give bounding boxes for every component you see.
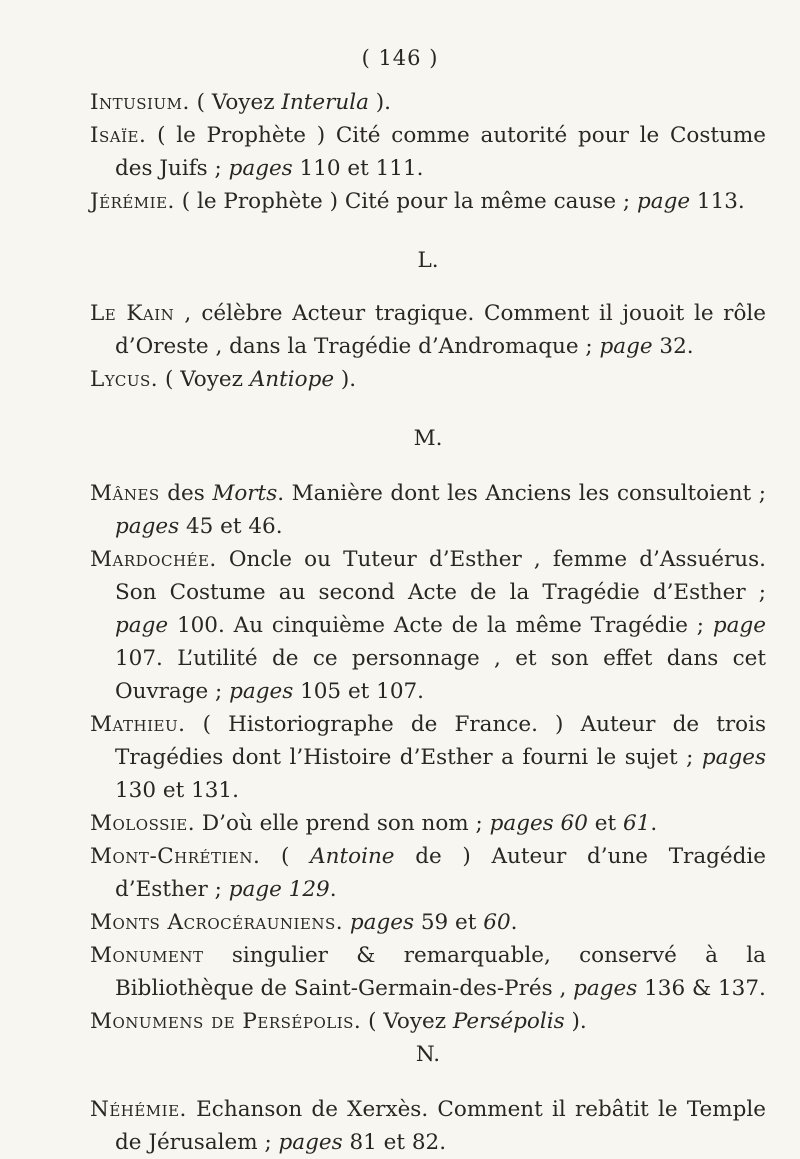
entry-text: ( Historiographe de France. ) Auteur de trois Tragédies dont l’Histoire d’Esther a fourni le sujet ; xyxy=(115,712,766,770)
entry-italic-text: 60 xyxy=(483,910,511,935)
section-letter: M. xyxy=(413,426,443,451)
entry-headword: Monts Acrocérauniens. xyxy=(90,910,344,935)
page-number: ( 146 ) xyxy=(361,46,439,70)
entry-text: singulier & remarquable, conservé à la Bibliothèque de Saint-Germain-des-Prés , xyxy=(115,943,766,1001)
entry-text: 32. xyxy=(652,334,694,359)
entry-text: Echanson de Xerxès. Comment il rebâtit le Temple de Jérusalem ; xyxy=(115,1097,766,1155)
entry-text: ( Voyez xyxy=(158,367,250,392)
index-entry xyxy=(90,119,766,185)
entry-headword: Isaïe. xyxy=(90,123,147,148)
index-entry xyxy=(90,363,766,396)
entry-italic-text: pages xyxy=(228,156,293,181)
entry-text: des xyxy=(159,481,213,506)
entry-text xyxy=(343,910,350,935)
index-entry xyxy=(90,1005,766,1038)
entry-text: 130 et 131. xyxy=(115,778,239,803)
entry-text: D’où elle prend son nom ; xyxy=(195,811,490,836)
entry-italic-text: pages xyxy=(229,679,294,704)
entry-italic-text: pages 60 xyxy=(489,811,588,836)
entry-italic-text: Interula xyxy=(281,90,369,115)
entry-headword: Lycus. xyxy=(90,367,159,392)
index-entry xyxy=(90,939,766,1005)
entry-italic-text: 61 xyxy=(622,811,651,836)
entry-text: célèbre Acteur tragique. Comment il jouoit le rôle d’Oreste , dans la Tragédie d’Andromaque ; xyxy=(115,301,766,359)
entry-text: 105 et 107. xyxy=(293,679,425,704)
entry-italic-text: pages xyxy=(278,1130,343,1155)
entry-italic-text: page xyxy=(599,334,653,359)
index-entry xyxy=(90,543,766,708)
entry-headword: Monumens de Persépolis. xyxy=(90,1009,362,1034)
entry-text: 81 et 82. xyxy=(342,1130,447,1155)
entry-text: . xyxy=(329,877,337,902)
entry-italic-text: page xyxy=(712,613,766,638)
entry-headword: Monument xyxy=(90,943,204,968)
entry-italic-text: pages xyxy=(115,514,180,539)
entry-text: . xyxy=(510,910,518,935)
entry-text: 136 & 137. xyxy=(637,976,766,1001)
entry-italic-text: pages xyxy=(701,745,766,770)
entry-text: ). xyxy=(334,367,357,392)
entry-headword: Jérémie. xyxy=(90,189,175,214)
entry-italic-text: pages xyxy=(573,976,638,1001)
entry-italic-text: page xyxy=(636,189,691,214)
entry-headword: Le Kain , xyxy=(90,301,192,326)
entry-text: . xyxy=(650,811,658,836)
entry-text: 110 et 111. xyxy=(292,156,424,181)
entry-text: 107. L’utilité de ce personnage , et son effet dans cet Ouvrage ; xyxy=(115,646,766,704)
entry-text: ( xyxy=(260,844,311,869)
entry-italic-text: page 129 xyxy=(228,877,330,902)
entry-headword: Mânes xyxy=(90,481,160,506)
section-letter: L. xyxy=(417,248,439,273)
entry-text: 113. xyxy=(690,189,745,214)
entry-text: Oncle ou Tuteur d’Esther , femme d’Assuérus. Son Costume au second Acte de la Tragédie d’Esther ; xyxy=(115,547,766,605)
entry-headword: Mardochée. xyxy=(90,547,217,572)
entry-text: de ) Auteur d’une Tragédie d’Esther ; xyxy=(115,844,766,902)
entry-text: . Manière dont les Anciens les consultoient ; xyxy=(277,481,766,506)
index-entry xyxy=(90,185,766,218)
entry-italic-text: pages xyxy=(349,910,415,935)
index-entry xyxy=(90,840,766,906)
entry-text: ( Voyez xyxy=(189,90,282,115)
entry-headword: Intusium. xyxy=(90,90,190,115)
entry-text: ( Voyez xyxy=(361,1009,453,1034)
entry-headword: Néhémie. xyxy=(90,1097,187,1122)
entry-headword: Mont-Chrétien. xyxy=(90,844,261,869)
entry-text: et xyxy=(587,811,623,836)
entry-text: ( le Prophète ) Cité pour la même cause ; xyxy=(174,189,637,214)
entry-italic-text: Morts xyxy=(212,481,278,506)
entry-italic-text: Persépolis xyxy=(452,1009,565,1034)
entry-headword: Molossie. xyxy=(90,811,196,836)
entry-text: ( le Prophète ) Cité comme autorité pour le Costume des Juifs ; xyxy=(115,123,766,181)
index-entry xyxy=(90,708,766,807)
entry-text: ). xyxy=(368,90,391,115)
entry-text: 45 et 46. xyxy=(179,514,283,539)
entry-italic-text: page xyxy=(115,613,169,638)
index-entry xyxy=(90,477,766,543)
entry-italic-text: Antoine xyxy=(310,844,395,869)
entry-headword: Mathieu. xyxy=(90,712,186,737)
entry-text: 100. Au cinquième Acte de la même Tragédie ; xyxy=(168,613,713,638)
index-entry xyxy=(90,297,766,363)
entry-text: 59 et xyxy=(414,910,484,935)
index-entry xyxy=(90,1093,766,1159)
index-entry xyxy=(90,86,766,119)
section-letter: N. xyxy=(415,1042,441,1067)
index-entry xyxy=(90,807,766,840)
index-entry xyxy=(90,906,766,939)
entry-italic-text: Antiope xyxy=(249,367,335,392)
index-entries xyxy=(90,86,766,1159)
entry-text: ). xyxy=(564,1009,587,1034)
